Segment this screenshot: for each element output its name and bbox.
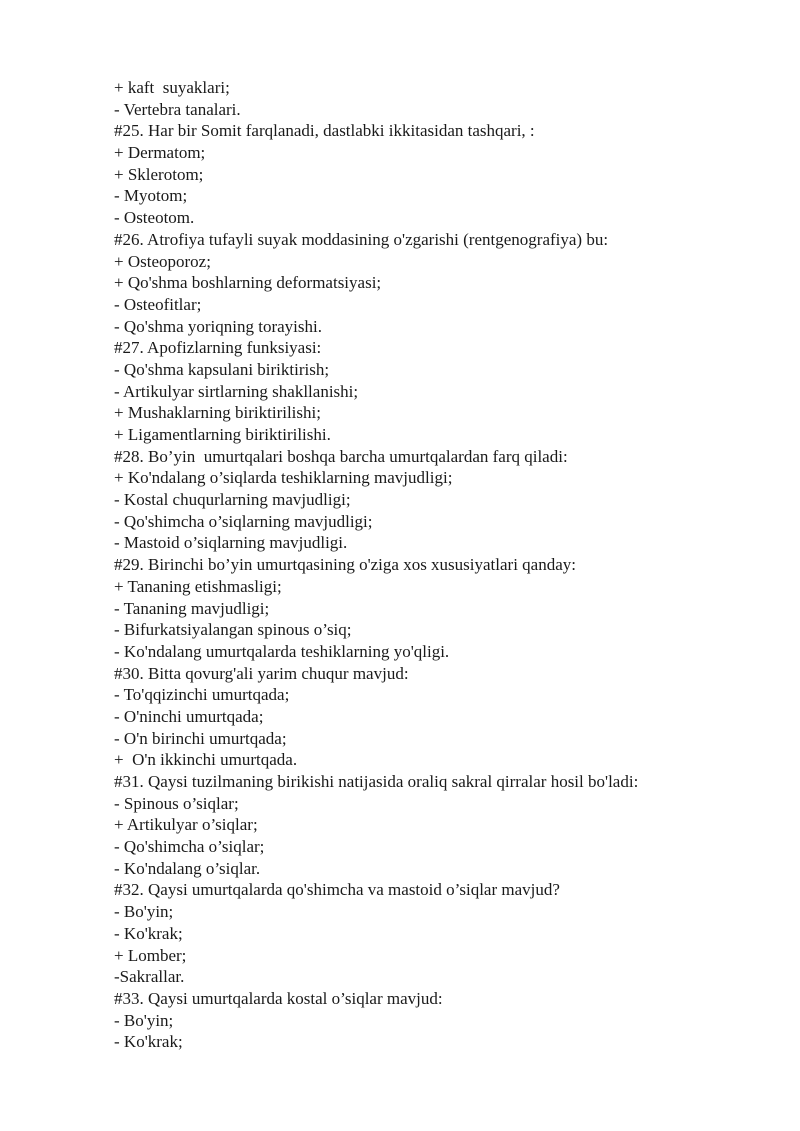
incorrect-answer-line: - Osteotom. <box>114 208 195 228</box>
incorrect-answer-line: - O'ninchi umurtqada; <box>114 706 264 726</box>
incorrect-answer-line: - Artikulyar sirtlarning shakllanishi; <box>114 381 359 401</box>
correct-answer-line: + O'n ikkinchi umurtqada. <box>114 750 298 770</box>
correct-answer-line: + Sklerotom; <box>114 164 204 184</box>
correct-answer-line: + Lomber; <box>114 945 187 965</box>
incorrect-answer-line: - Bo'yin; <box>114 1010 174 1030</box>
question-line: #32. Qaysi umurtqalarda qo'shimcha va mastoid o’siqlar mavjud? <box>114 880 560 900</box>
correct-answer-line: + Ko'ndalang o’siqlarda teshiklarning mavjudligi; <box>114 468 453 488</box>
incorrect-answer-line: - Qo'shma yoriqning torayishi. <box>114 316 322 336</box>
correct-answer-line: + Osteoporoz; <box>114 251 211 271</box>
incorrect-answer-line: - Spinous o’siqlar; <box>114 793 239 813</box>
incorrect-answer-line: - O'n birinchi umurtqada; <box>114 728 287 748</box>
incorrect-answer-line: - Tananing mavjudligi; <box>114 598 270 618</box>
incorrect-answer-line: - Qo'shimcha o’siqlar; <box>114 837 265 857</box>
correct-answer-line: + Qo'shma boshlarning deformatsiyasi; <box>114 273 382 293</box>
incorrect-answer-line: - Kostal chuqurlarning mavjudligi; <box>114 490 351 510</box>
incorrect-answer-line: - Qo'shma kapsulani biriktirish; <box>114 359 330 379</box>
correct-answer-line: + kaft suyaklari; <box>114 78 230 97</box>
question-line: #31. Qaysi tuzilmaning birikishi natijasida oraliq sakral qirralar hosil bo'ladi: <box>114 772 639 791</box>
question-line: #26. Atrofiya tufayli suyak moddasining o'zgarishi (rentgenografiya) bu: <box>114 229 609 249</box>
incorrect-answer-line: - Ko'ndalang o’siqlar. <box>114 858 261 878</box>
document-text-body <box>114 77 774 1053</box>
question-line: #25. Har bir Somit farqlanadi, dastlabki ikkitasidan tashqari, : <box>114 121 535 141</box>
question-line: #28. Bo’yin umurtqalari boshqa barcha umurtqalardan farq qiladi: <box>114 446 568 466</box>
incorrect-answer-line: -Sakrallar. <box>114 967 185 987</box>
incorrect-answer-line: - Mastoid o’siqlarning mavjudligi. <box>114 533 348 553</box>
incorrect-answer-line: - Ko'krak; <box>114 1032 183 1052</box>
correct-answer-line: + Tananing etishmasligi; <box>114 576 282 596</box>
incorrect-answer-line: - Vertebra tanalari. <box>114 99 241 119</box>
correct-answer-line: + Mushaklarning biriktirilishi; <box>114 403 321 423</box>
question-line: #29. Birinchi bo’yin umurtqasining o'ziga xos xususiyatlari qanday: <box>114 555 576 575</box>
incorrect-answer-line: - Ko'ndalang umurtqalarda teshiklarning yo'qligi. <box>114 641 450 661</box>
incorrect-answer-line: - Qo'shimcha o’siqlarning mavjudligi; <box>114 511 373 531</box>
incorrect-answer-line: - Osteofitlar; <box>114 294 202 314</box>
correct-answer-line: + Artikulyar o’siqlar; <box>114 815 258 835</box>
question-line: #33. Qaysi umurtqalarda kostal o’siqlar mavjud: <box>114 988 443 1008</box>
incorrect-answer-line: - Ko'krak; <box>114 923 183 943</box>
incorrect-answer-line: - Myotom; <box>114 186 188 206</box>
incorrect-answer-line: - Bifurkatsiyalangan spinous o’siq; <box>114 620 352 640</box>
question-line: #30. Bitta qovurg'ali yarim chuqur mavjud: <box>114 663 409 683</box>
incorrect-answer-line: - To'qqizinchi umurtqada; <box>114 685 290 705</box>
correct-answer-line: + Ligamentlarning biriktirilishi. <box>114 425 331 444</box>
incorrect-answer-line: - Bo'yin; <box>114 902 174 922</box>
question-line: #27. Apofizlarning funksiyasi: <box>114 338 322 358</box>
correct-answer-line: + Dermatom; <box>114 143 206 163</box>
